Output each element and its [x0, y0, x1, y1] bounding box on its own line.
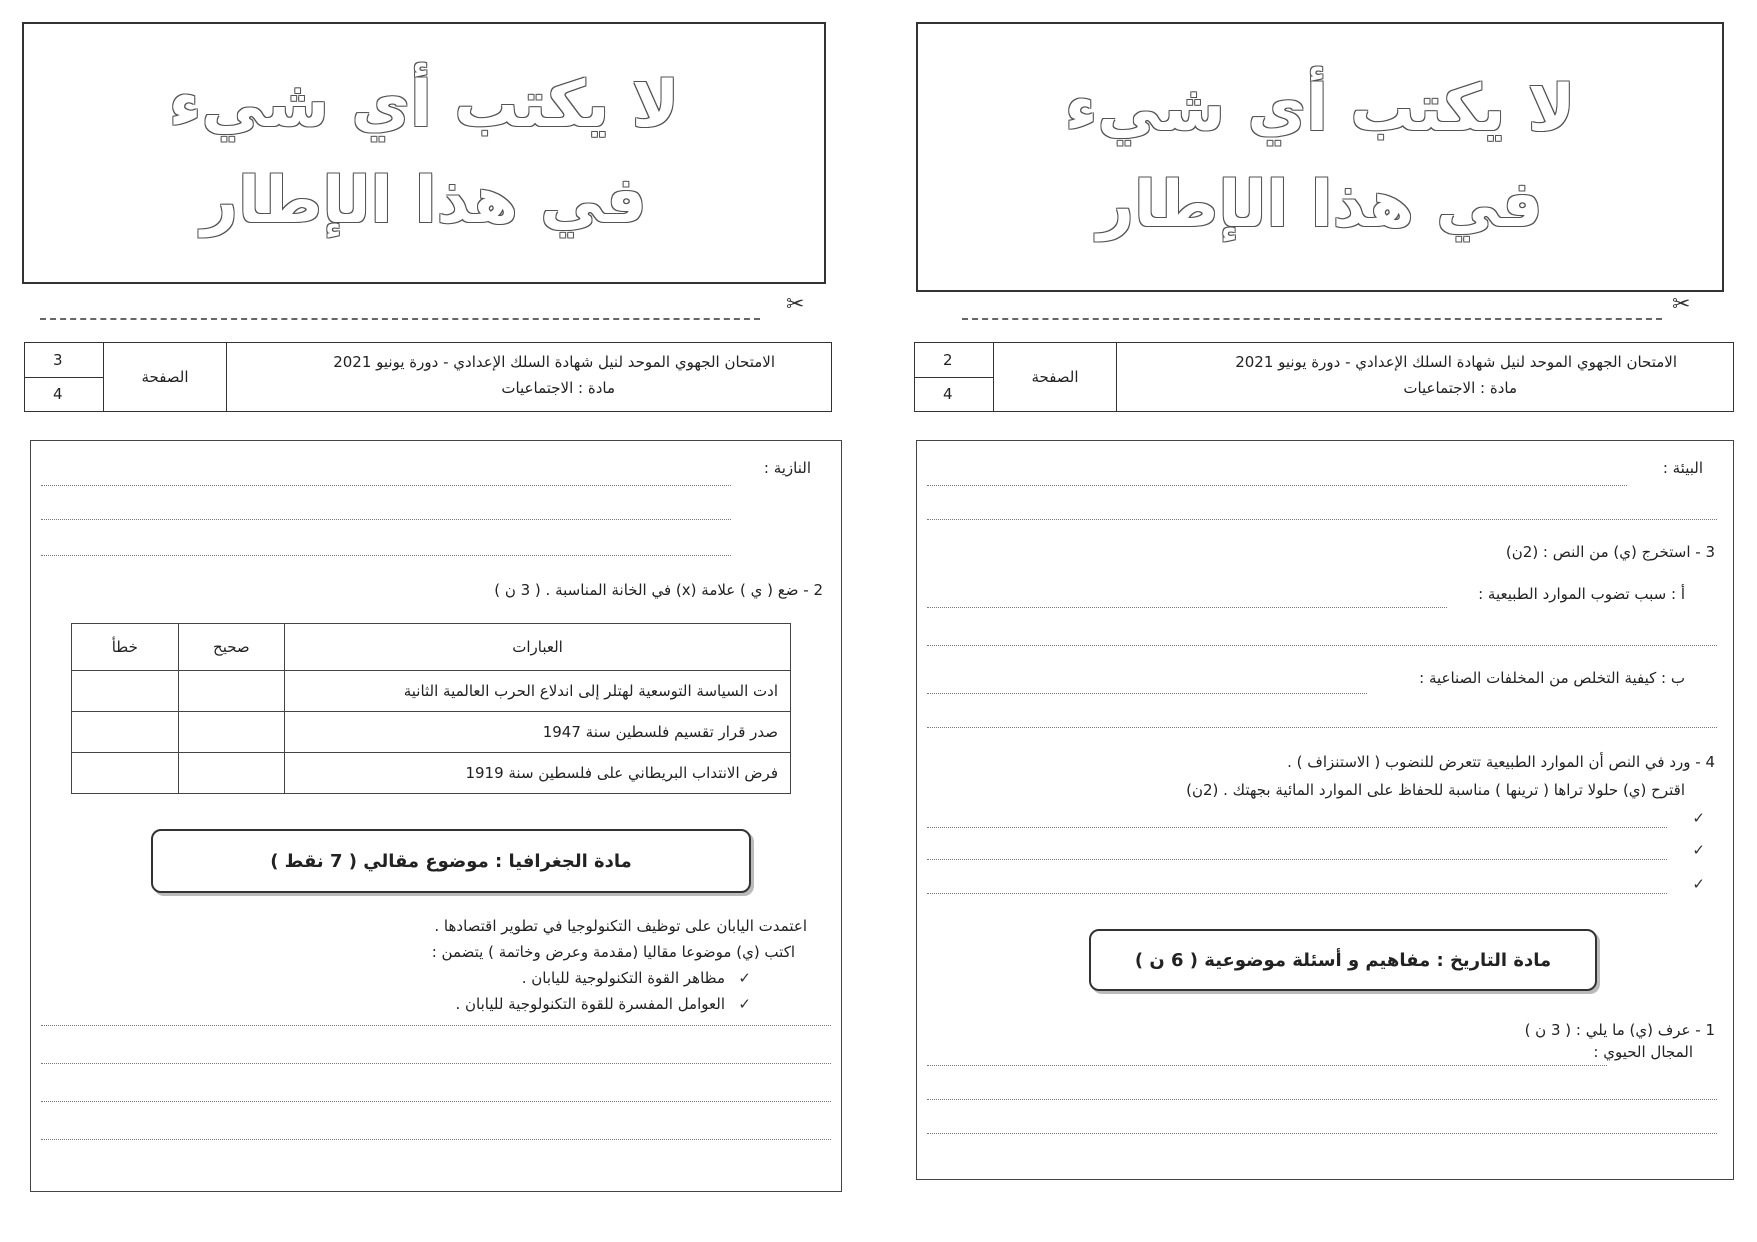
answer-line[interactable] — [41, 485, 731, 486]
exam-sheet-page-3 — [0, 0, 878, 1242]
false-cell-3[interactable] — [72, 753, 179, 794]
do-not-write-line2: في هذا الإطار — [201, 164, 647, 238]
scissors-icon: ✂ — [1672, 292, 1691, 317]
q2-prompt: 2 - ضع ( ي ) علامة (x) في الخانة المناسبة . ( 3 ن ) — [494, 581, 823, 599]
exam-title: الامتحان الجهوي الموحد لنيل شهادة السلك الإعدادي - دورة يونيو 2021 — [333, 353, 775, 371]
answer-line[interactable] — [927, 645, 1717, 646]
answer-line[interactable] — [927, 1099, 1717, 1100]
statement-2: صدر قرار تقسيم فلسطين سنة 1947 — [285, 712, 791, 753]
page-total: 4 — [943, 385, 953, 404]
answer-line[interactable] — [41, 1025, 831, 1026]
do-not-write-line1: لا يكتب أي شيء — [168, 68, 680, 142]
answer-line[interactable] — [41, 1139, 831, 1140]
answer-line[interactable] — [927, 827, 1667, 828]
geography-section-title: مادة الجغرافيا : موضوع مقالي ( 7 نقط ) — [151, 829, 751, 893]
check-icon: ✓ — [1692, 809, 1705, 827]
answer-line[interactable] — [927, 1133, 1717, 1134]
answer-area — [30, 440, 842, 1192]
q3-part-a: أ : سبب تضوب الموارد الطبيعية : — [1478, 585, 1685, 603]
page-total: 4 — [53, 385, 63, 404]
exam-title: الامتحان الجهوي الموحد لنيل شهادة السلك الإعدادي - دورة يونيو 2021 — [1235, 353, 1677, 371]
essay-point-1: مظاهر القوة التكنولوجية لليابان . — [521, 969, 725, 987]
true-cell-2[interactable] — [178, 712, 285, 753]
essay-point-2: العوامل المفسرة للقوة التكنولوجية لليابان . — [455, 995, 725, 1013]
page-number-cell — [915, 343, 994, 411]
do-not-write-line2: في هذا الإطار — [1097, 168, 1543, 242]
scissors-icon: ✂ — [786, 292, 805, 317]
environment-label: البيئة : — [1662, 459, 1703, 477]
q1-prompt: 1 - عرف (ي) ما يلي : ( 3 ن ) — [1524, 1021, 1715, 1039]
exam-sheet-page-2 — [900, 0, 1757, 1242]
answer-line[interactable] — [927, 1065, 1607, 1066]
statement-1: ادت السياسة التوسعية لهتلر إلى اندلاع الحرب العالمية الثانية — [285, 671, 791, 712]
answer-line[interactable] — [927, 727, 1717, 728]
q3-part-b: ب : كيفية التخلص من المخلفات الصناعية : — [1419, 669, 1685, 687]
false-cell-2[interactable] — [72, 712, 179, 753]
answer-line[interactable] — [41, 519, 731, 520]
answer-line[interactable] — [41, 1063, 831, 1064]
q4-task: اقترح (ي) حلولا تراها ( ترينها ) مناسبة للحفاظ على الموارد المائية بجهتك . (2ن) — [1186, 781, 1685, 799]
answer-area — [916, 440, 1734, 1180]
answer-line[interactable] — [927, 893, 1667, 894]
q4-prompt: 4 - ورد في النص أن الموارد الطبيعية تتعرض للنضوب ( الاستنزاف ) . — [1287, 753, 1715, 771]
check-icon: ✓ — [1692, 875, 1705, 893]
table-row — [72, 753, 791, 794]
answer-line[interactable] — [927, 693, 1367, 694]
page-number: 3 — [25, 343, 103, 378]
answer-line[interactable] — [927, 859, 1667, 860]
true-cell-1[interactable] — [178, 671, 285, 712]
table-header-row — [72, 624, 791, 671]
do-not-write-frame — [916, 22, 1724, 292]
nazia-label: النازية : — [763, 459, 811, 477]
true-false-table — [71, 623, 791, 794]
page-label: الصفحة — [104, 343, 227, 411]
answer-line[interactable] — [41, 1101, 831, 1102]
cut-line — [962, 318, 1662, 320]
exam-subject: مادة : الاجتماعيات — [1403, 379, 1517, 397]
cut-line — [40, 318, 760, 320]
check-icon: ✓ — [738, 969, 751, 987]
page-header — [24, 342, 832, 412]
do-not-write-frame — [22, 22, 826, 284]
statement-3: فرض الانتداب البريطاني على فلسطين سنة 1919 — [285, 753, 791, 794]
check-icon: ✓ — [738, 995, 751, 1013]
answer-line[interactable] — [927, 485, 1627, 486]
do-not-write-line1: لا يكتب أي شيء — [1064, 72, 1576, 146]
page-header — [914, 342, 1734, 412]
exam-title-cell — [227, 343, 831, 411]
answer-line[interactable] — [927, 519, 1717, 520]
false-cell-1[interactable] — [72, 671, 179, 712]
exam-subject: مادة : الاجتماعيات — [501, 379, 615, 397]
q3-prompt: 3 - استخرج (ي) من النص : (2ن) — [1505, 543, 1715, 561]
page-number: 2 — [915, 343, 993, 378]
essay-task: اكتب (ي) موضوعا مقاليا (مقدمة وعرض وخاتمة ) يتضمن : — [431, 943, 795, 961]
col-false: خطأ — [72, 624, 179, 671]
exam-title-cell — [1117, 343, 1733, 411]
history-section-title: مادة التاريخ : مفاهيم و أسئلة موضوعية ( 6 ن ) — [1089, 929, 1597, 991]
table-row — [72, 671, 791, 712]
answer-line[interactable] — [41, 555, 731, 556]
essay-intro: اعتمدت اليابان على توظيف التكنولوجيا في تطوير اقتصادها . — [434, 917, 807, 935]
col-true: صحيح — [178, 624, 285, 671]
check-icon: ✓ — [1692, 841, 1705, 859]
true-cell-3[interactable] — [178, 753, 285, 794]
col-statements: العبارات — [285, 624, 791, 671]
answer-line[interactable] — [927, 607, 1447, 608]
page-number-cell — [25, 343, 104, 411]
table-row — [72, 712, 791, 753]
page-label: الصفحة — [994, 343, 1117, 411]
q1-term: المجال الحيوي : — [1593, 1043, 1693, 1061]
